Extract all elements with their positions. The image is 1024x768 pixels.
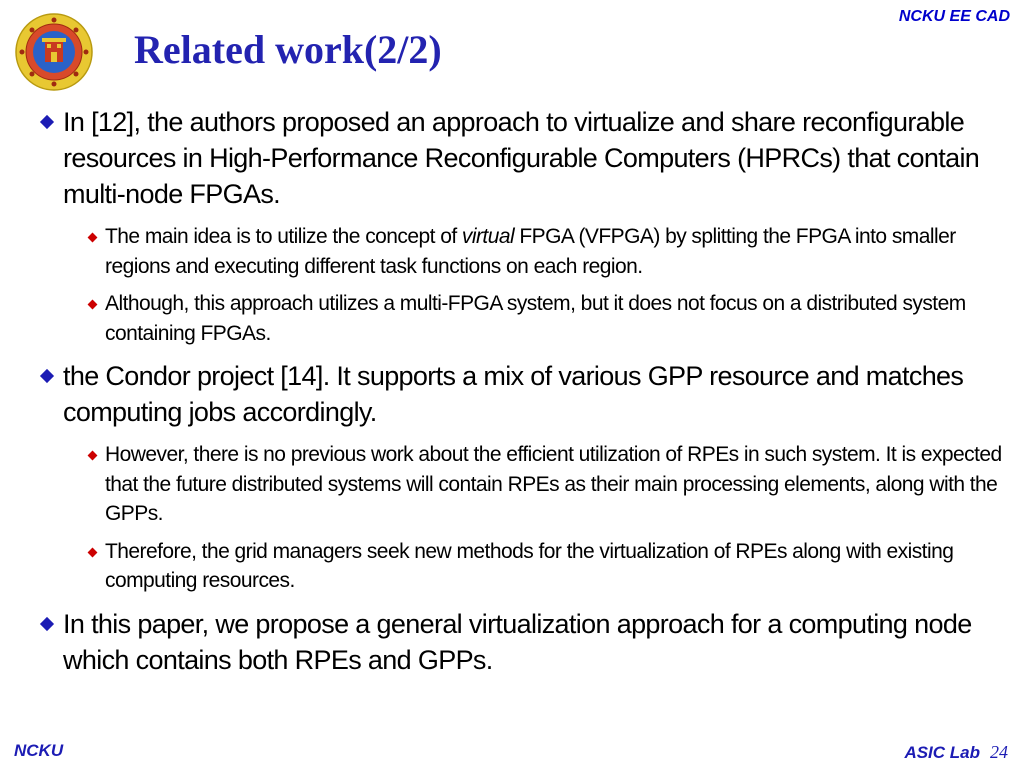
- footer-lab: ASIC Lab: [904, 743, 980, 762]
- sub-bullet-text-pre: The main idea is to utilize the concept of: [105, 225, 462, 248]
- sub-bullet-item: [40, 222, 1002, 281]
- sub-bullet-emphasis: virtual: [461, 225, 515, 248]
- page-number: 24: [990, 742, 1008, 762]
- sub-bullet-text: However, there is no previous work about the efficient utilization of RPEs in such system. It is expected that the future distributed systems will contain RPEs as their main processing elements, along with the GPPs.: [105, 443, 1002, 525]
- diamond-bullet-icon: [88, 300, 98, 310]
- bullet-item: [40, 606, 1002, 678]
- slide-title: Related work(2/2): [134, 27, 442, 72]
- bullet-item: [40, 104, 1002, 212]
- sub-bullet-item: [40, 289, 1002, 348]
- bullet-text: the Condor project [14]. It supports a mix of various GPP resource and matches computing jobs accordingly.: [63, 361, 964, 427]
- bullet-text: In this paper, we propose a general virtualization approach for a computing node which contains both RPEs and GPPs.: [63, 608, 972, 675]
- sub-bullet-text-post: FPGA (VFPGA) by splitting the FPGA into smaller regions and executing different task functions on each region.: [105, 225, 956, 278]
- ncku-seal-icon: [14, 12, 94, 92]
- bullet-text: In [12], the authors proposed an approach to virtualize and share reconfigurable resources in High-Performance Reconfigurable Computers (HPRCs) that contain multi-node FPGAs.: [63, 107, 980, 209]
- bullet-item: [40, 358, 1002, 430]
- sub-bullet-item: [40, 537, 1002, 596]
- diamond-bullet-icon: [88, 451, 98, 461]
- slide-content: [40, 104, 1002, 678]
- diamond-bullet-icon: [40, 616, 54, 630]
- diamond-bullet-icon: [40, 115, 54, 129]
- diamond-bullet-icon: [88, 547, 98, 557]
- footer-org: NCKU: [14, 741, 64, 760]
- diamond-bullet-icon: [40, 369, 54, 383]
- sub-bullet-text: Therefore, the grid managers seek new methods for the virtualization of RPEs along with existing computing resources.: [105, 539, 954, 592]
- header-org: NCKU EE CAD: [898, 8, 1010, 25]
- sub-bullet-item: [40, 440, 1002, 529]
- sub-bullet-text: Although, this approach utilizes a multi-FPGA system, but it does not focus on a distributed system containing FPGAs.: [105, 292, 966, 345]
- footer-right: [904, 742, 1008, 763]
- diamond-bullet-icon: [88, 233, 98, 243]
